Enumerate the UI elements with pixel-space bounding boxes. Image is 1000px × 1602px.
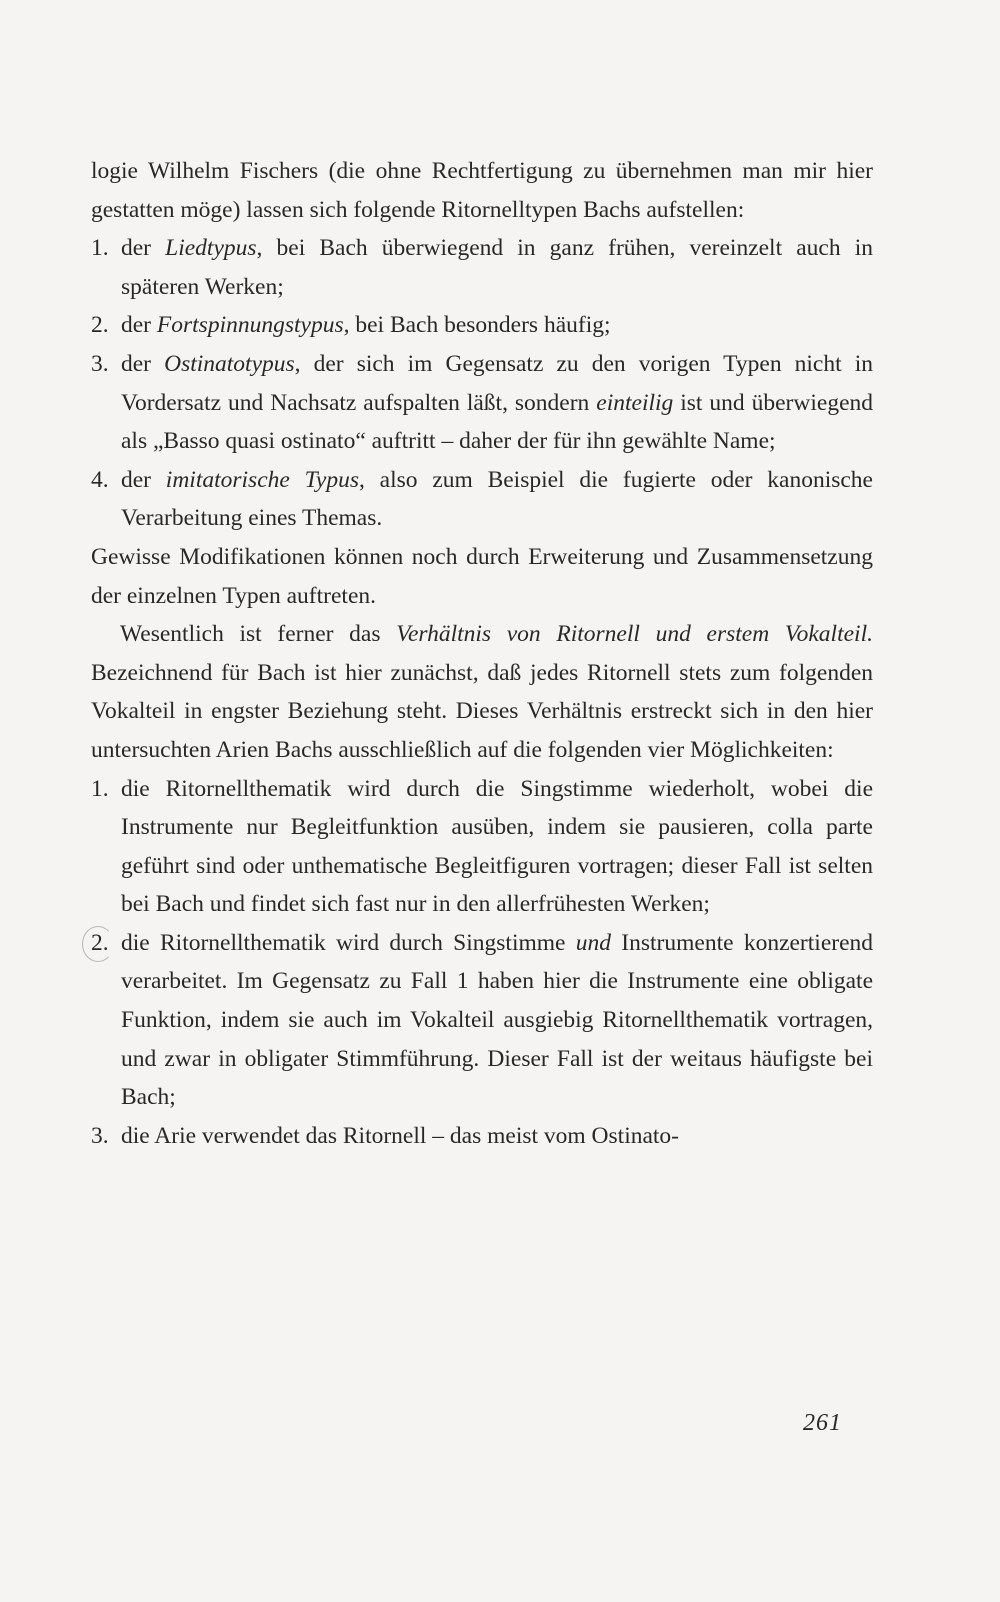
- item-text: die Arie verwendet das Ritornell – das meist vom Ostinato-: [121, 1122, 680, 1149]
- item-term: Ostinatotypus: [164, 350, 295, 377]
- item-term: Liedtypus: [165, 235, 257, 262]
- paragraph-text: Wesentlich ist ferner das: [120, 621, 397, 648]
- item-term: Fortspinnungstypus: [156, 312, 344, 339]
- item-text: der: [121, 350, 165, 377]
- emphasis-text: Verhältnis von Ritornell und erstem Vokalteil.: [396, 621, 873, 648]
- item-number: 2.: [91, 312, 109, 339]
- modifications-paragraph: Gewisse Modifikationen können noch durch Erweiterung und Zusammensetzung der einzelnen Typen auftreten.: [91, 543, 873, 609]
- page-number: 261: [803, 1410, 842, 1436]
- list-item: [91, 229, 873, 306]
- item-text: , bei Bach überwiegend in ganz frühen, vereinzelt auch in späteren Werken;: [121, 235, 873, 300]
- item-text: , bei Bach besonders häufig;: [343, 312, 611, 339]
- emphasis-text: und: [575, 929, 612, 956]
- body-text: [91, 152, 873, 1155]
- item-term: einteilig: [596, 389, 674, 416]
- list-item: [91, 461, 873, 538]
- item-text: , der sich im Gegensatz zu den vorigen Typen nicht in Vordersatz und Nachsatz aufspalten läßt, sondern: [121, 350, 873, 416]
- item-term: imitatorische Typus: [165, 466, 360, 493]
- item-number: 3.: [91, 1122, 109, 1149]
- paragraph-text: Bezeichnend für Bach ist hier zunächst, daß jedes Ritornell stets zum folgenden Vokalteil in engster Beziehung steht. Dieses Verhältnis erstreckt sich in den hier untersuchten Arien Bachs ausschließlich auf die folgenden vier Möglichkeiten:: [91, 659, 873, 763]
- list-item: [91, 770, 873, 924]
- item-number: 4.: [91, 466, 109, 493]
- item-number: 3.: [91, 350, 109, 377]
- list-item: [91, 1117, 873, 1156]
- list-item: [91, 345, 873, 461]
- item-text: der: [121, 466, 166, 493]
- item-number: 1.: [91, 235, 109, 262]
- item-text: die Ritornellthematik wird durch Singstimme: [121, 929, 576, 956]
- item-text: ist und überwiegend als „Basso quasi ostinato“ auftritt – daher der für ihn gewählte Name;: [121, 389, 873, 455]
- item-text: Instrumente konzertierend verarbeitet. Im Gegensatz zu Fall 1 haben hier die Instrumente eine obligate Funktion, indem sie auch im Vokalteil ausgiebig Ritornellthematik vortragen, und zwar in obligater Stimmführung. Dieser Fall ist der weitaus häufigste bei Bach;: [121, 929, 873, 1111]
- list-item: [91, 924, 873, 1117]
- item-text: , also zum Beispiel die fugierte oder kanonische Verarbeitung eines Themas.: [121, 466, 873, 532]
- item-number: 1.: [91, 775, 109, 802]
- list-item: [91, 306, 873, 345]
- intro-paragraph: logie Wilhelm Fischers (die ohne Rechtfertigung zu übernehmen man mir hier gestatten möge) lassen sich folgende Ritornelltypen Bachs aufstellen:: [91, 158, 873, 223]
- item-text: die Ritornellthematik wird durch die Singstimme wiederholt, wobei die Instrumente nur Begleitfunktion ausüben, indem sie pausieren, colla parte geführt sind oder unthematische Begleitfiguren vortragen; dieser Fall ist selten bei Bach und findet sich fast nur in den allerfrühesten Werken;: [121, 775, 873, 918]
- relation-paragraph: [91, 615, 873, 769]
- circled-item-number: 2.: [91, 924, 121, 963]
- item-text: der: [121, 312, 157, 339]
- item-text: der: [121, 235, 166, 262]
